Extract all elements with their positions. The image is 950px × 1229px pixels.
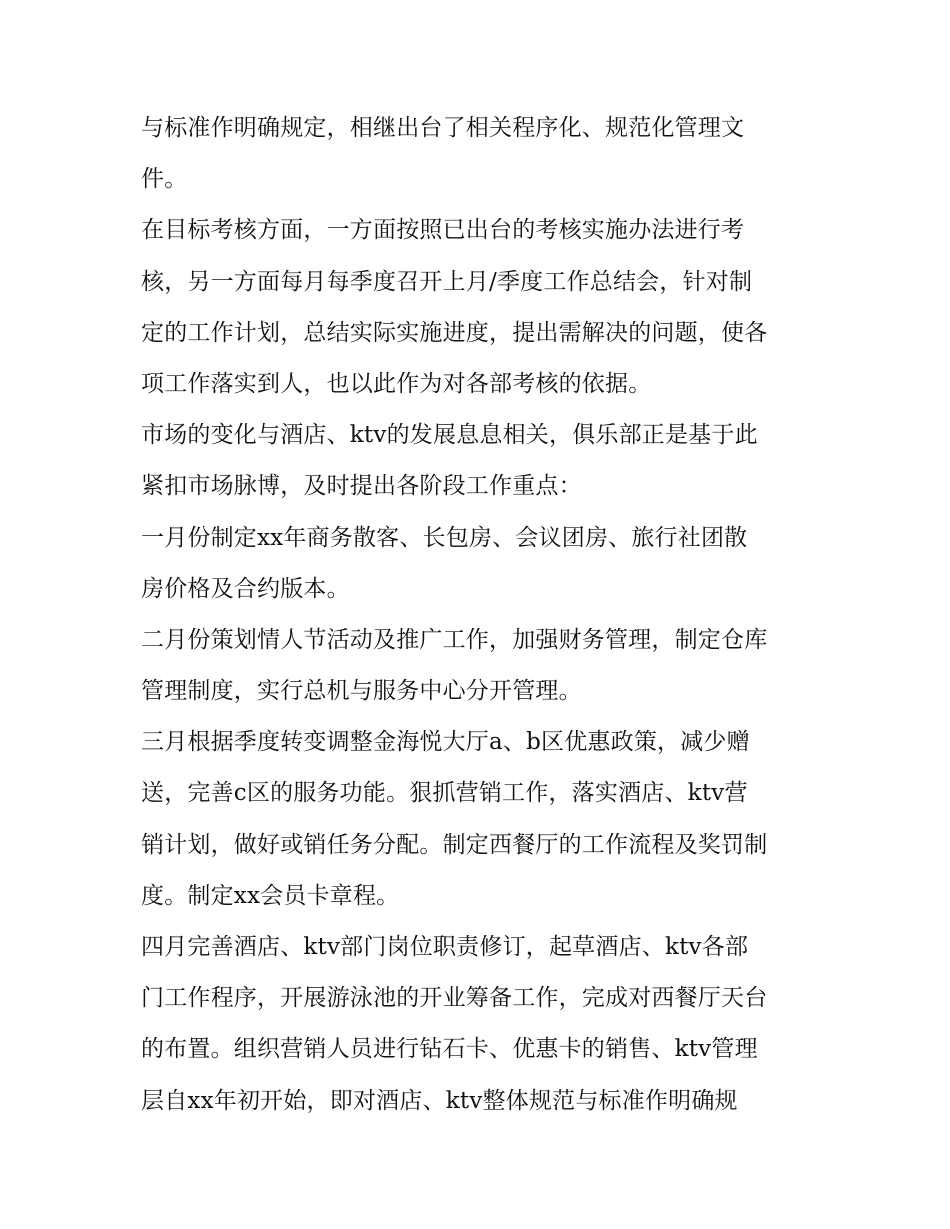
text-line: 核，另一方面每月每季度召开上月/季度工作总结会，针对制 xyxy=(141,268,753,295)
text-line: 度。制定xx会员卡章程。 xyxy=(141,882,400,909)
text-line: 送，完善c区的服务功能。狠抓营销工作，落实酒店、ktv营 xyxy=(141,780,748,807)
text-line: 门工作程序，开展游泳池的开业筹备工作，完成对西餐厅天台 xyxy=(141,985,768,1012)
text-line: 的布置。组织营销人员进行钻石卡、优惠卡的销售、ktv管理 xyxy=(141,1036,758,1063)
text-line: 与标准作明确规定，相继出台了相关程序化、规范化管理文 xyxy=(141,115,745,141)
text-line: 四月完善酒店、ktv部门岗位职责修订，起草酒店、ktv各部 xyxy=(141,934,749,960)
text-line: 层自xx年初开始，即对酒店、ktv整体规范与标准作明确规 xyxy=(141,1087,738,1114)
text-line: 定的工作计划，总结实际实施进度，提出需解决的问题，使各 xyxy=(141,319,768,346)
text-line: 管理制度，实行总机与服务中心分开管理。 xyxy=(141,678,582,705)
text-line: 三月根据季度转变调整金海悦大厅a、b区优惠政策，减少赠 xyxy=(141,729,750,756)
text-line: 项工作落实到人，也以此作为对各部考核的依据。 xyxy=(141,370,652,397)
text-line: 市场的变化与酒店、ktv的发展息息相关，俱乐部正是基于此 xyxy=(141,422,758,449)
text-line: 一月份制定xx年商务散客、长包房、会议团房、旅行社团散 xyxy=(141,524,748,551)
text-line: 二月份策划情人节活动及推广工作，加强财务管理，制定仓库 xyxy=(141,626,768,653)
text-line: 房价格及合约版本。 xyxy=(141,575,350,602)
text-line: 销计划，做好或销任务分配。制定西餐厅的工作流程及奖罚制 xyxy=(141,831,768,858)
text-line: 件。 xyxy=(141,166,188,193)
document-body xyxy=(141,103,821,1127)
text-line: 紧扣市场脉博，及时提出各阶段工作重点： xyxy=(141,473,582,500)
text-line: 在目标考核方面，一方面按照已出台的考核实施办法进行考 xyxy=(141,217,745,244)
